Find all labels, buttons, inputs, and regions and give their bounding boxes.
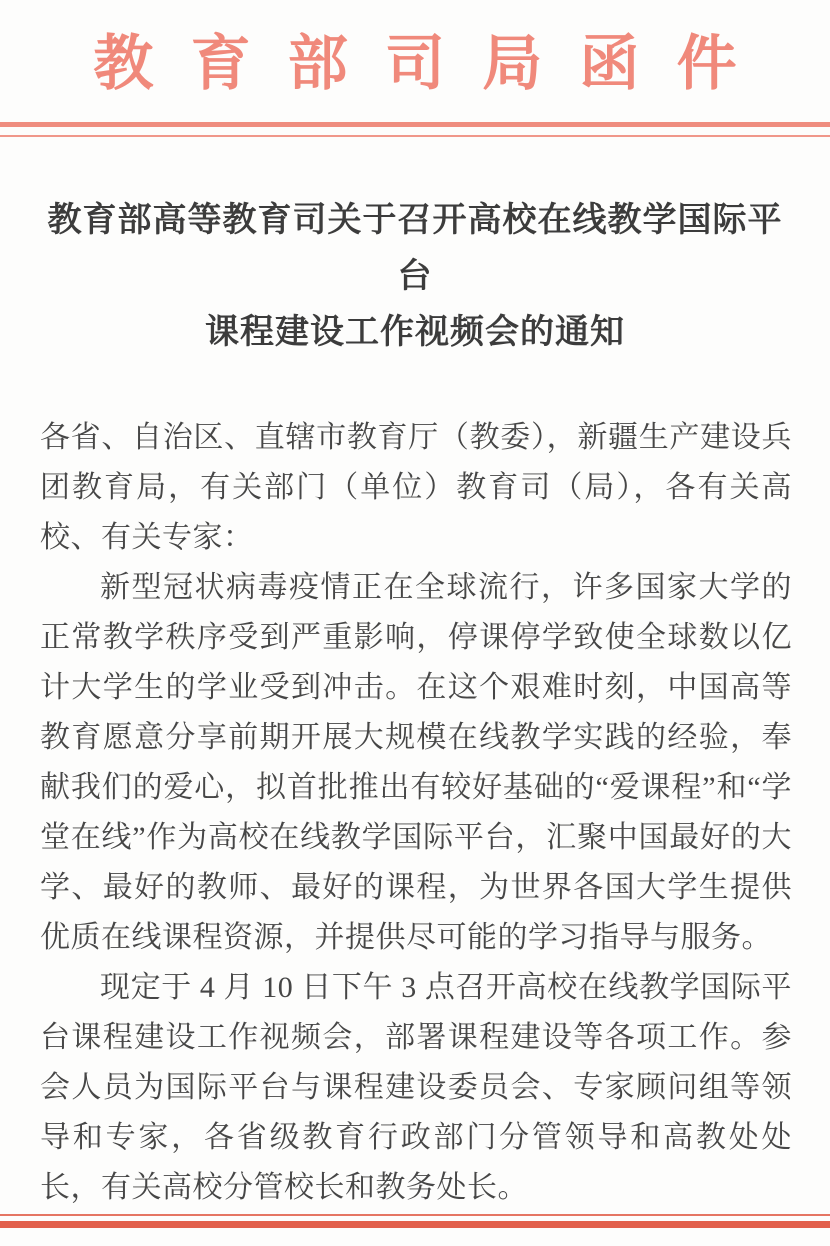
footer-rules (0, 1214, 830, 1228)
document-body (40, 413, 792, 1213)
letterhead (0, 0, 830, 137)
document-title-line-2: 课程建设工作视频会的通知 (205, 314, 625, 351)
letterhead-rule-thin (0, 135, 830, 137)
footer-rule-thick (0, 1221, 830, 1228)
body-paragraph-1: 新型冠状病毒疫情正在全球流行，许多国家大学的正常教学秩序受到严重影响，停课停学致使全球数以亿计大学生的学业受到冲击。在这个艰难时刻，中国高等教育愿意分享前期开展大规模在线教学实践的经验，奉献我们的爱心，拟首批推出有较好基础的“爱课程”和“学堂在线”作为高校在线教学国际平台，汇聚中国最好的大学、最好的教师、最好的课程，为世界各国大学生提供优质在线课程资源，并提供尽可能的学习指导与服务。 (40, 571, 792, 954)
letterhead-rule-gap (0, 127, 830, 135)
body-paragraph-2: 现定于 4 月 10 日下午 3 点召开高校在线教学国际平台课程建设工作视频会，部署课程建设等各项工作。参会人员为国际平台与课程建设委员会、专家顾问组等领导和专家，各省级教育行政部门分管领导和高教处处长，有关高校分管校长和教务处长。 (40, 971, 792, 1204)
salutation: 各省、自治区、直辖市教育厅（教委），新疆生产建设兵团教育局，有关部门（单位）教育司（局），各有关高校、有关专家： (40, 421, 792, 554)
document-title-line-1: 教育部高等教育司关于召开高校在线教学国际平台 (47, 202, 783, 295)
letterhead-title: 教育部司局函件 (93, 31, 774, 97)
document-title (40, 193, 790, 361)
letterhead-rules (0, 122, 830, 137)
